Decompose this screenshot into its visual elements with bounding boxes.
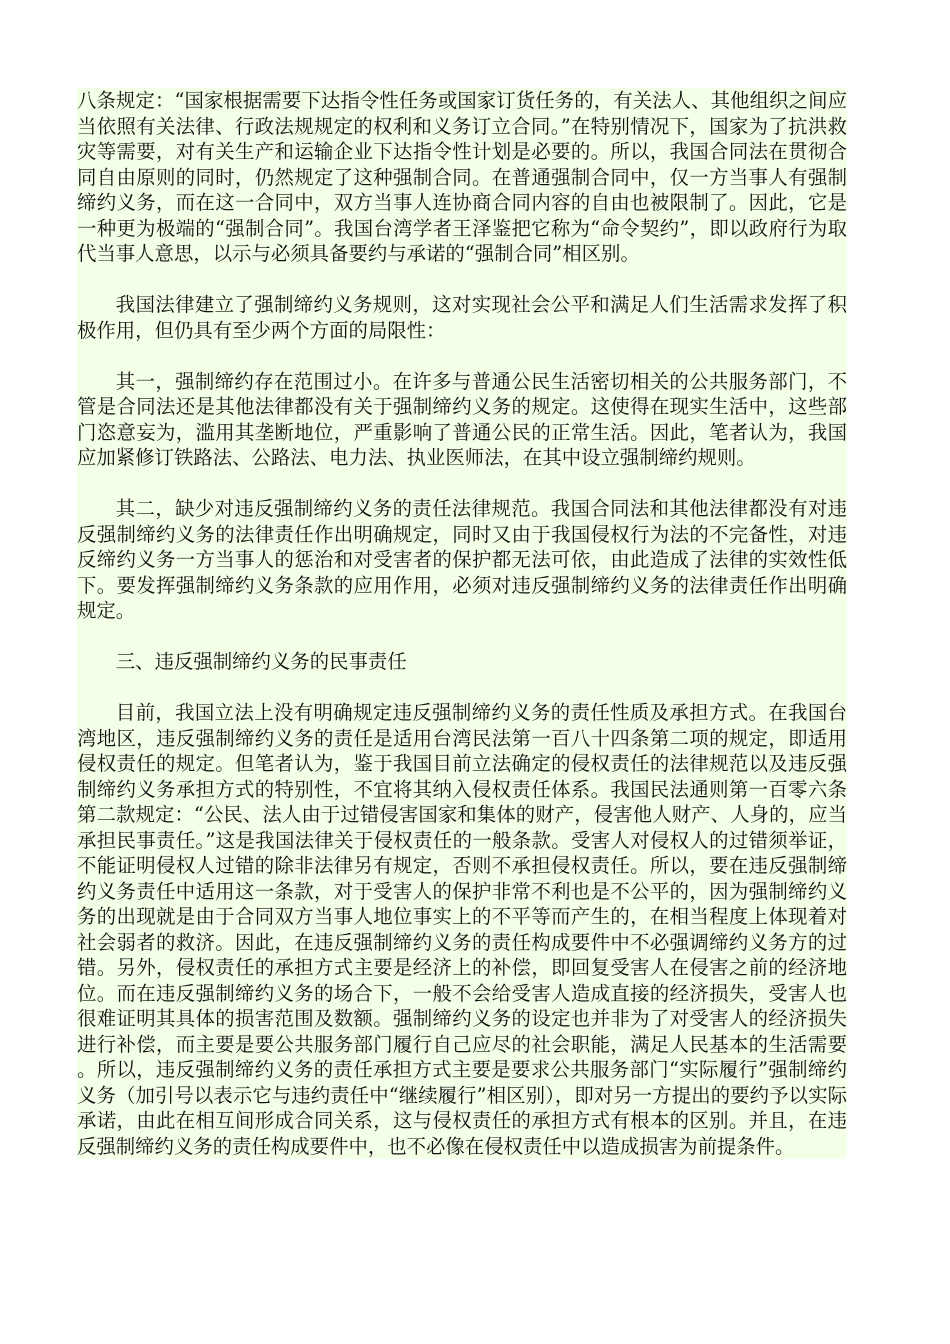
- paragraph-first-limitation: 其一，强制缔约存在范围过小。在许多与普通公民生活密切相关的公共服务部门，不管是合同法还是其他法律都没有关于强制缔约义务的规定。这使得在现实生活中，这些部门恣意妄为，滥用其垄断地位，严重影响了普通公民的正常生活。因此，笔者认为，我国应加紧修订铁路法、公路法、电力法、执业医师法，在其中设立强制缔约规则。: [77, 369, 847, 469]
- paragraph-second-limitation: 其二，缺少对违反强制缔约义务的责任法律规范。我国合同法和其他法律都没有对违反强制缔约义务的法律责任作出明确规定，同时又由于我国侵权行为法的不完备性，对违反缔约义务一方当事人的惩治和对受害者的保护都无法可依，由此造成了法律的实效性低下。要发挥强制缔约义务条款的应用作用，必须对违反强制缔约义务的法律责任作出明确规定。: [77, 497, 847, 622]
- paragraph-limitations-intro: 我国法律建立了强制缔约义务规则，这对实现社会公平和满足人们生活需求发挥了积极作用，但仍具有至少两个方面的局限性：: [77, 293, 847, 342]
- document-body: [77, 88, 847, 1159]
- paragraph-gap: [77, 471, 847, 497]
- paragraph-gap: [77, 267, 847, 293]
- section-heading: 三、违反强制缔约义务的民事责任: [115, 650, 407, 673]
- paragraph-gap: [77, 624, 847, 650]
- paragraph-gap: [77, 343, 847, 369]
- paragraph-civil-liability: 目前，我国立法上没有明确规定违反强制缔约义务的责任性质及承担方式。在我国台湾地区，违反强制缔约义务的责任是适用台湾民法第一百八十四条第二项的规定，即适用侵权责任的规定。但笔者认为，鉴于我国目前立法确定的侵权责任的法律规范以及违反强制缔约义务承担方式的特别性，不宜将其纳入侵权责任体系。我国民法通则第一百零六条第二款规定：“公民、法人由于过错侵害国家和集体的财产，侵害他人财产、人身的，应当承担民事责任。”这是我国法律关于侵权责任的一般条款。受害人对侵权人的过错须举证，不能证明侵权人过错的除非法律另有规定，否则不承担侵权责任。所以，要在违反强制缔约义务责任中适用这一条款，对于受害人的保护非常不利也是不公平的，因为强制缔约义务的出现就是由于合同双方当事人地位事实上的不平等而产生的，在相当程度上体现着对社会弱者的救济。因此，在违反强制缔约义务的责任构成要件中不必强调缔约义务方的过错。另外，侵权责任的承担方式主要是经济上的补偿，即回复受害人在侵害之前的经济地位。而在违反强制缔约义务的场合下，一般不会给受害人造成直接的经济损失，受害人也很难证明其具体的损害范围及数额。强制缔约义务的设定也并非为了对受害人的经济损失进行补偿，而主要是要公共服务部门履行自己应尽的社会职能，满足人民基本的生活需要。所以，违反强制缔约义务的责任承担方式主要是要求公共服务部门“实际履行”强制缔约义务（加引号以表示它与违约责任中“继续履行”相区别），即对另一方提出的要约予以实际承诺，由此在相互间形成合同关系，这与侵权责任的承担方式有根本的区别。并且，在违反强制缔约义务的责任构成要件中，也不必像在侵权责任中以造成损害为前提条件。: [77, 701, 847, 1158]
- paragraph-continuation: 八条规定：“国家根据需要下达指令性任务或国家订货任务的，有关法人、其他组织之间应当依照有关法律、行政法规规定的权利和义务订立合同。”在特别情况下，国家为了抗洪救灾等需要，对有关生产和运输企业下达指令性计划是必要的。所以，我国合同法在贯彻合同自由原则的同时，仍然规定了这种强制合同。在普通强制合同中，仅一方当事人有强制缔约义务，而在这一合同中，双方当事人连协商合同内容的自由也被限制了。因此，它是一种更为极端的“强制合同”。我国台湾学者王泽鉴把它称为“命令契约”，即以政府行为取代当事人意思，以示与必须具备要约与承诺的“强制合同”相区别。: [77, 89, 847, 265]
- paragraph-gap: [77, 675, 847, 701]
